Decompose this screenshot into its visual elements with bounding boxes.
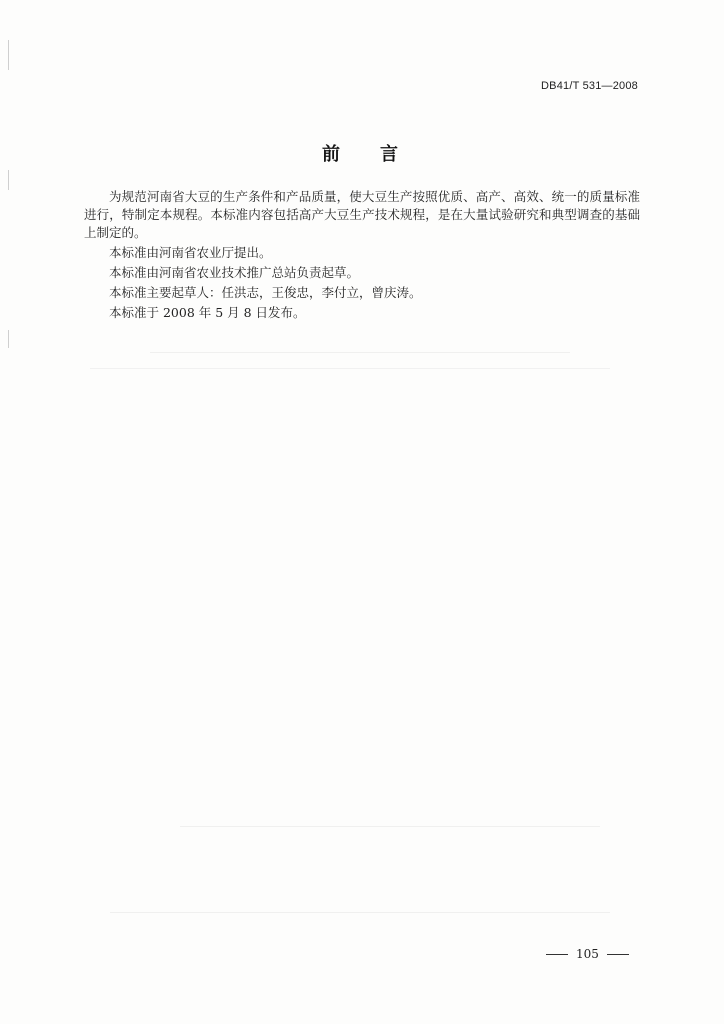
scan-mark (8, 170, 9, 190)
page-number-footer (538, 947, 637, 961)
foreword-paragraph: 本标准由河南省农业技术推广总站负责起草。 (109, 265, 360, 280)
dash-right (607, 954, 629, 955)
standard-code: DB41/T 531—2008 (541, 80, 638, 92)
bleed-through (90, 368, 610, 369)
scan-mark (8, 330, 9, 348)
foreword-paragraph: 为规范河南省大豆的生产条件和产品质量，使大豆生产按照优质、高产、高效、统一的质量标准进行，特制定本规程。本标准内容包括高产大豆生产技术规程，是在大量试验研究和典型调查的基础上制定的。 (84, 189, 640, 240)
bleed-through (150, 352, 570, 353)
scan-mark (8, 40, 9, 70)
foreword-paragraph: 本标准主要起草人：任洪志，王俊忠，李付立，曾庆涛。 (109, 285, 422, 300)
foreword-paragraph: 本标准于 2008 年 5 月 8 日发布。 (109, 305, 306, 320)
bleed-through (110, 912, 610, 913)
page-number: 105 (576, 947, 599, 961)
bleed-through (180, 826, 600, 827)
foreword-paragraph: 本标准由河南省农业厅提出。 (109, 245, 272, 260)
page-title: 前言 (322, 144, 438, 165)
foreword-body (84, 188, 640, 324)
dash-left (546, 954, 568, 955)
